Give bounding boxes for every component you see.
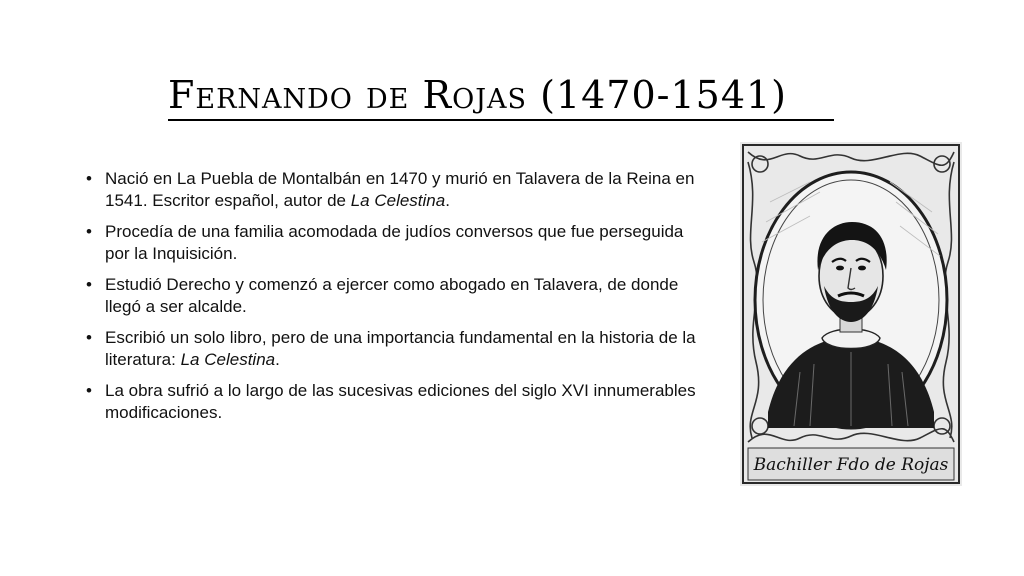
bullet-item: [86, 380, 706, 424]
bullet-italic-text: La Celestina: [180, 350, 276, 369]
bullet-icon: •: [86, 328, 92, 347]
bullet-item: [86, 327, 706, 371]
signature-text: Bachiller Fdo de Rojas: [753, 455, 949, 475]
bullet-text-end: .: [275, 350, 280, 369]
slide-title-text: Fernando de Rojas (1470-1541): [168, 73, 787, 117]
bullet-text: Estudió Derecho y comenzó a ejercer como abogado en Talavera, de donde llegó a ser alcalde.: [105, 275, 679, 316]
bullet-text: Procedía de una familia acomodada de judíos conversos que fue perseguida por la Inquisición.: [105, 222, 684, 263]
bullet-icon: •: [86, 169, 92, 188]
bullet-text: La obra sufrió a lo largo de las sucesivas ediciones del siglo XVI innumerables modificaciones.: [105, 381, 696, 422]
bullet-icon: •: [86, 381, 92, 400]
figure-eye-right: [858, 266, 866, 271]
figure-eye-left: [836, 266, 844, 271]
bullet-item: [86, 221, 706, 265]
bullet-text-end: .: [445, 191, 450, 210]
bullet-icon: •: [86, 275, 92, 294]
bullet-icon: •: [86, 222, 92, 241]
bullet-item: [86, 274, 706, 318]
bullet-text: Escribió un solo libro, pero de una importancia fundamental en la historia de la literatura:: [105, 328, 696, 369]
bullet-italic-text: La Celestina: [350, 191, 446, 210]
slide-title: [168, 70, 848, 120]
portrait-engraving: [740, 142, 962, 486]
bullet-list: [86, 168, 706, 433]
title-underline: [168, 119, 834, 121]
bullet-item: [86, 168, 706, 212]
bullet-text: Nació en La Puebla de Montalbán en 1470 y murió en Talavera de la Reina en 1541. Escritor español, autor de: [105, 169, 695, 210]
